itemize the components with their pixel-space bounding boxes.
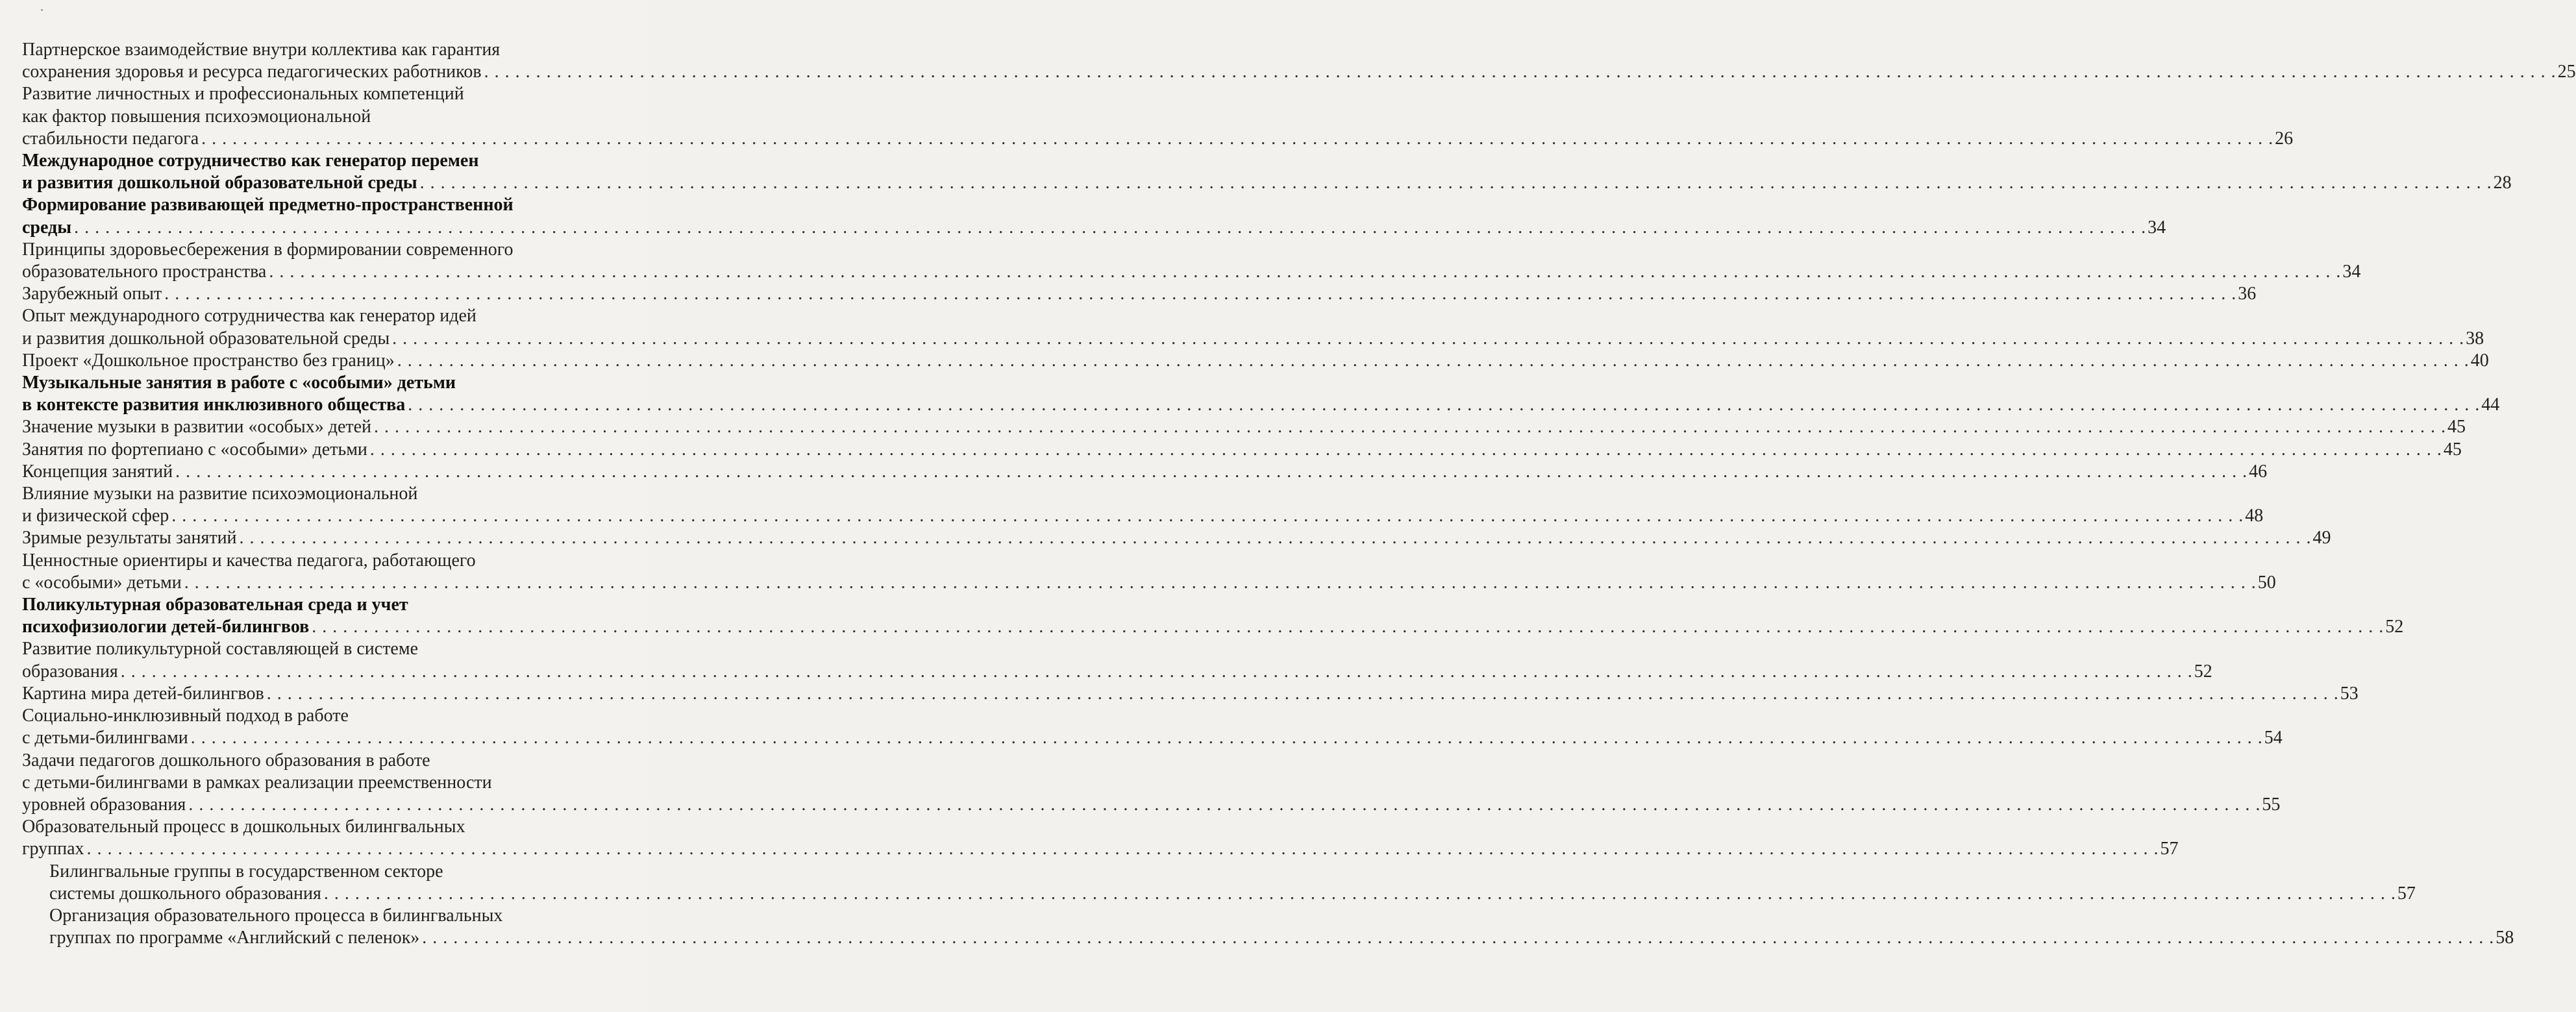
page-number: 50 <box>2257 572 2276 593</box>
toc-entry <box>22 39 2576 83</box>
toc-entry-line: Занятия по фортепиано с «особыми» детьми <box>22 439 367 460</box>
toc-entry <box>22 638 2212 682</box>
toc-entry <box>22 372 2500 416</box>
dot-leader: . . . . . . . . . . . . . . . . . . . . . . . . . . . . . . . . . . . . . . . . . . . . . . . . . . . . . . . . . . . . . . . . . . . . . . . . . . . . . . . . . . . . . . . . . . . . . . . . . . . . . . . . . . . . . . . . . . . . . . . . . . . . . . . . . . . . . . . . . . . . . . . . . . . . . . . . . . . . . . . . . . . . . . . . . . . . . . . . . . . . . . . . . . . . . . . . . . . . . . . . <box>312 617 2384 637</box>
toc-entry-line: образовательного пространства <box>22 262 267 282</box>
toc-entry-line: Зарубежный опыт <box>22 284 162 304</box>
toc-entry-line: системы дошкольного образования <box>49 883 321 904</box>
toc-entry-last-line <box>22 683 2359 705</box>
toc-entry-line: и развития дошкольной образовательной среды <box>22 328 390 349</box>
toc-entry-last-line <box>22 261 2361 283</box>
toc-entry-line: Принципы здоровьесбережения в формировании современного <box>22 239 514 260</box>
toc-entry-line: с «особыми» детьми <box>22 572 182 593</box>
dot-leader: . . . . . . . . . . . . . . . . . . . . . . . . . . . . . . . . . . . . . . . . . . . . . . . . . . . . . . . . . . . . . . . . . . . . . . . . . . . . . . . . . . . . . . . . . . . . . . . . . . . . . . . . . . . . . . . . . . . . . . . . . . . . . . . . . . . . . . . . . . . . . . . . . . . . . . . . . . . . . . . . . . . . . . . . . . . . . . . . . . . . . . . . . . . . . . . . . . . . . . . . <box>190 728 2263 748</box>
toc-entry <box>22 439 2462 461</box>
toc-entry <box>22 194 2166 238</box>
toc-entry-last-line <box>22 217 2166 239</box>
toc-entry-line: Развитие личностных и профессиональных компетенций <box>22 84 464 105</box>
dot-leader: . . . . . . . . . . . . . . . . . . . . . . . . . . . . . . . . . . . . . . . . . . . . . . . . . . . . . . . . . . . . . . . . . . . . . . . . . . . . . . . . . . . . . . . . . . . . . . . . . . . . . . . . . . . . . . . . . . . . . . . . . . . . . . . . . . . . . . . . . . . . . . . . . . . . . . . . . . . . . . . . . . . . . . . . . . . . . . . . . . . . . . . . . . . . . . . . . . . . . . . . <box>175 461 2248 482</box>
dot-leader: . . . . . . . . . . . . . . . . . . . . . . . . . . . . . . . . . . . . . . . . . . . . . . . . . . . . . . . . . . . . . . . . . . . . . . . . . . . . . . . . . . . . . . . . . . . . . . . . . . . . . . . . . . . . . . . . . . . . . . . . . . . . . . . . . . . . . . . . . . . . . . . . . . . . . . . . . . . . . . . . . . . . . . . . . . . . . . . . . . . . . . . . . . . . . . . . . . . . . . . . <box>201 128 2274 149</box>
toc-entry-line: как фактор повышения психоэмоциональной <box>22 106 371 127</box>
page-number: 52 <box>2194 661 2212 682</box>
toc-entry <box>22 150 2512 194</box>
toc-entry-line: Задачи педагогов дошкольного образования в работе <box>22 750 430 771</box>
toc-entry <box>22 416 2466 438</box>
page-number: 45 <box>2443 439 2462 460</box>
dot-leader: . . . . . . . . . . . . . . . . . . . . . . . . . . . . . . . . . . . . . . . . . . . . . . . . . . . . . . . . . . . . . . . . . . . . . . . . . . . . . . . . . . . . . . . . . . . . . . . . . . . . . . . . . . . . . . . . . . . . . . . . . . . . . . . . . . . . . . . . . . . . . . . . . . . . . . . . . . . . . . . . . . . . . . . . . . . . . . . . . . . . . . . . . . . . . . . . . . . . . . . . <box>374 417 2447 438</box>
toc-entry-last-line <box>22 439 2462 461</box>
toc-entry-line: с детьми-билингвами <box>22 728 188 748</box>
toc-entry-last-line <box>22 328 2484 350</box>
page-number: 57 <box>2397 883 2416 904</box>
toc-entry <box>22 550 2276 594</box>
toc-entry-line: Социально-инклюзивный подход в работе <box>22 706 349 726</box>
toc-entry-last-line <box>22 61 2576 83</box>
dot-leader: . . . . . . . . . . . . . . . . . . . . . . . . . . . . . . . . . . . . . . . . . . . . . . . . . . . . . . . . . . . . . . . . . . . . . . . . . . . . . . . . . . . . . . . . . . . . . . . . . . . . . . . . . . . . . . . . . . . . . . . . . . . . . . . . . . . . . . . . . . . . . . . . . . . . . . . . . . . . . . . . . . . . . . . . . . . . . . . . . . . . . . . . . . . . . . . . . . . . . . . . <box>120 661 2193 682</box>
dot-leader: . . . . . . . . . . . . . . . . . . . . . . . . . . . . . . . . . . . . . . . . . . . . . . . . . . . . . . . . . . . . . . . . . . . . . . . . . . . . . . . . . . . . . . . . . . . . . . . . . . . . . . . . . . . . . . . . . . . . . . . . . . . . . . . . . . . . . . . . . . . . . . . . . . . . . . . . . . . . . . . . . . . . . . . . . . . . . . . . . . . . . . . . . . . . . . . . . . . . . . . . <box>484 62 2557 82</box>
toc-entry-line: Опыт международного сотрудничества как генератор идей <box>22 306 477 327</box>
toc-entry-line: и физической сфер <box>22 506 169 526</box>
page-number: 38 <box>2466 328 2484 349</box>
toc-entry-line: образования <box>22 661 118 682</box>
page-number: 40 <box>2470 350 2489 371</box>
page-number: 46 <box>2249 461 2268 482</box>
dot-leader: . . . . . . . . . . . . . . . . . . . . . . . . . . . . . . . . . . . . . . . . . . . . . . . . . . . . . . . . . . . . . . . . . . . . . . . . . . . . . . . . . . . . . . . . . . . . . . . . . . . . . . . . . . . . . . . . . . . . . . . . . . . . . . . . . . . . . . . . . . . . . . . . . . . . . . . . . . . . . . . . . . . . . . . . . . . . . . . . . . . . . . . . . . . . . . . . . . . . . . . . <box>171 506 2244 526</box>
toc-entry-line: Организация образовательного процесса в билингвальных <box>49 905 503 926</box>
toc-entry-line: Билингвальные группы в государственном секторе <box>49 861 443 882</box>
toc-entry <box>22 305 2484 349</box>
page-number: 49 <box>2312 528 2331 549</box>
toc-entry-last-line <box>49 927 2514 949</box>
toc-entry-line: Международное сотрудничество как генератор перемен <box>22 151 479 171</box>
page-number: 26 <box>2275 128 2294 149</box>
toc-entry-line: с детьми-билингвами в рамках реализации преемственности <box>22 772 492 793</box>
dot-leader: . . . . . . . . . . . . . . . . . . . . . . . . . . . . . . . . . . . . . . . . . . . . . . . . . . . . . . . . . . . . . . . . . . . . . . . . . . . . . . . . . . . . . . . . . . . . . . . . . . . . . . . . . . . . . . . . . . . . . . . . . . . . . . . . . . . . . . . . . . . . . . . . . . . . . . . . . . . . . . . . . . . . . . . . . . . . . . . . . . . . . . . . . . . . . . . . . . . . . . . . <box>188 794 2261 815</box>
toc-entry <box>22 239 2361 283</box>
toc-entry-line: Партнерское взаимодействие внутри коллектива как гарантия <box>22 40 501 60</box>
page-number: 45 <box>2447 417 2466 438</box>
toc-entry <box>22 683 2359 705</box>
toc-entry-last-line <box>22 572 2276 594</box>
toc-entry-line: Значение музыки в развитии «особых» детей <box>22 417 372 438</box>
dot-leader: . . . . . . . . . . . . . . . . . . . . . . . . . . . . . . . . . . . . . . . . . . . . . . . . . . . . . . . . . . . . . . . . . . . . . . . . . . . . . . . . . . . . . . . . . . . . . . . . . . . . . . . . . . . . . . . . . . . . . . . . . . . . . . . . . . . . . . . . . . . . . . . . . . . . . . . . . . . . . . . . . . . . . . . . . . . . . . . . . . . . . . . . . . . . . . . . . . . . . . . . <box>397 350 2470 371</box>
toc-entry-line: Образовательный процесс в дошкольных билингвальных <box>22 817 465 837</box>
toc-entry-line: в контексте развития инклюзивного общества <box>22 395 406 415</box>
toc-entry-line: Развитие поликультурной составляющей в системе <box>22 639 418 660</box>
toc-entry-line: Влияние музыки на развитие психоэмоциональной <box>22 484 418 504</box>
toc-entry <box>22 483 2264 527</box>
toc-entry-last-line <box>22 527 2331 549</box>
toc-entry-last-line <box>22 794 2281 816</box>
dot-leader: . . . . . . . . . . . . . . . . . . . . . . . . . . . . . . . . . . . . . . . . . . . . . . . . . . . . . . . . . . . . . . . . . . . . . . . . . . . . . . . . . . . . . . . . . . . . . . . . . . . . . . . . . . . . . . . . . . . . . . . . . . . . . . . . . . . . . . . . . . . . . . . . . . . . . . . . . . . . . . . . . . . . . . . . . . . . . . . . . . . . . . . . . . . . . . . . . . . . . . . . <box>266 683 2339 704</box>
dot-leader: . . . . . . . . . . . . . . . . . . . . . . . . . . . . . . . . . . . . . . . . . . . . . . . . . . . . . . . . . . . . . . . . . . . . . . . . . . . . . . . . . . . . . . . . . . . . . . . . . . . . . . . . . . . . . . . . . . . . . . . . . . . . . . . . . . . . . . . . . . . . . . . . . . . . . . . . . . . . . . . . . . . . . . . . . . . . . . . . . . . . . . . . . . . . . . . . . . . . . . . . <box>422 928 2495 948</box>
toc-entry <box>49 905 2514 949</box>
page-number: 28 <box>2493 173 2512 193</box>
toc-entry <box>22 350 2489 372</box>
toc-entry <box>22 750 2281 817</box>
dot-leader: . . . . . . . . . . . . . . . . . . . . . . . . . . . . . . . . . . . . . . . . . . . . . . . . . . . . . . . . . . . . . . . . . . . . . . . . . . . . . . . . . . . . . . . . . . . . . . . . . . . . . . . . . . . . . . . . . . . . . . . . . . . . . . . . . . . . . . . . . . . . . . . . . . . . . . . . . . . . . . . . . . . . . . . . . . . . . . . . . . . . . . . . . . . . . . . . . . . . . . . . <box>408 395 2481 415</box>
toc-entry-last-line <box>22 416 2466 438</box>
page-number: 55 <box>2262 794 2281 815</box>
dot-leader: . . . . . . . . . . . . . . . . . . . . . . . . . . . . . . . . . . . . . . . . . . . . . . . . . . . . . . . . . . . . . . . . . . . . . . . . . . . . . . . . . . . . . . . . . . . . . . . . . . . . . . . . . . . . . . . . . . . . . . . . . . . . . . . . . . . . . . . . . . . . . . . . . . . . . . . . . . . . . . . . . . . . . . . . . . . . . . . . . . . . . . . . . . . . . . . . . . . . . . . . <box>239 528 2312 549</box>
page-number: 48 <box>2245 506 2264 526</box>
paper-speck <box>41 9 43 11</box>
dot-leader: . . . . . . . . . . . . . . . . . . . . . . . . . . . . . . . . . . . . . . . . . . . . . . . . . . . . . . . . . . . . . . . . . . . . . . . . . . . . . . . . . . . . . . . . . . . . . . . . . . . . . . . . . . . . . . . . . . . . . . . . . . . . . . . . . . . . . . . . . . . . . . . . . . . . . . . . . . . . . . . . . . . . . . . . . . . . . . . . . . . . . . . . . . . . . . . . . . . . . . . . <box>74 217 2147 238</box>
page-number: 36 <box>2238 284 2257 304</box>
toc-entry-last-line <box>22 838 2179 860</box>
page-number: 58 <box>2496 928 2514 948</box>
toc-entry-last-line <box>22 350 2489 372</box>
dot-leader: . . . . . . . . . . . . . . . . . . . . . . . . . . . . . . . . . . . . . . . . . . . . . . . . . . . . . . . . . . . . . . . . . . . . . . . . . . . . . . . . . . . . . . . . . . . . . . . . . . . . . . . . . . . . . . . . . . . . . . . . . . . . . . . . . . . . . . . . . . . . . . . . . . . . . . . . . . . . . . . . . . . . . . . . . . . . . . . . . . . . . . . . . . . . . . . . . . . . . . . . <box>269 262 2342 282</box>
toc-entry-line: уровней образования <box>22 794 186 815</box>
toc-entry-last-line <box>22 505 2264 527</box>
toc-entry <box>22 594 2404 638</box>
toc-entry-line: Формирование развивающей предметно-пространственной <box>22 195 514 216</box>
toc-entry-last-line <box>22 727 2283 749</box>
page-number: 25 <box>2557 62 2576 82</box>
toc-entry-last-line <box>49 883 2416 905</box>
toc-entry-line: Музыкальные занятия в работе с «особыми» детьми <box>22 373 456 393</box>
toc-entry <box>22 816 2179 860</box>
dot-leader: . . . . . . . . . . . . . . . . . . . . . . . . . . . . . . . . . . . . . . . . . . . . . . . . . . . . . . . . . . . . . . . . . . . . . . . . . . . . . . . . . . . . . . . . . . . . . . . . . . . . . . . . . . . . . . . . . . . . . . . . . . . . . . . . . . . . . . . . . . . . . . . . . . . . . . . . . . . . . . . . . . . . . . . . . . . . . . . . . . . . . . . . . . . . . . . . . . . . . . . . <box>323 883 2396 904</box>
toc-entry-line: Концепция занятий <box>22 461 173 482</box>
dot-leader: . . . . . . . . . . . . . . . . . . . . . . . . . . . . . . . . . . . . . . . . . . . . . . . . . . . . . . . . . . . . . . . . . . . . . . . . . . . . . . . . . . . . . . . . . . . . . . . . . . . . . . . . . . . . . . . . . . . . . . . . . . . . . . . . . . . . . . . . . . . . . . . . . . . . . . . . . . . . . . . . . . . . . . . . . . . . . . . . . . . . . . . . . . . . . . . . . . . . . . . . <box>164 284 2237 304</box>
page-number: 54 <box>2264 728 2283 748</box>
page-number: 34 <box>2342 262 2361 282</box>
toc-entry-last-line <box>22 394 2500 416</box>
toc-entry-line: среды <box>22 217 72 238</box>
page-number: 34 <box>2148 217 2166 238</box>
toc-entry-line: сохранения здоровья и ресурса педагогических работников <box>22 62 482 82</box>
dot-leader: . . . . . . . . . . . . . . . . . . . . . . . . . . . . . . . . . . . . . . . . . . . . . . . . . . . . . . . . . . . . . . . . . . . . . . . . . . . . . . . . . . . . . . . . . . . . . . . . . . . . . . . . . . . . . . . . . . . . . . . . . . . . . . . . . . . . . . . . . . . . . . . . . . . . . . . . . . . . . . . . . . . . . . . . . . . . . . . . . . . . . . . . . . . . . . . . . . . . . . . . <box>184 572 2257 593</box>
toc-entry <box>49 861 2416 905</box>
toc-entry-last-line <box>22 616 2404 638</box>
toc-entry-line: и развития дошкольной образовательной среды <box>22 173 417 193</box>
page-number: 57 <box>2160 839 2179 859</box>
toc-entry-line: Картина мира детей-билингвов <box>22 683 264 704</box>
toc-entry-last-line <box>22 461 2268 483</box>
toc-entry-line: группах <box>22 839 84 859</box>
toc-entry-line: Ценностные ориентиры и качества педагога, работающего <box>22 550 476 571</box>
dot-leader: . . . . . . . . . . . . . . . . . . . . . . . . . . . . . . . . . . . . . . . . . . . . . . . . . . . . . . . . . . . . . . . . . . . . . . . . . . . . . . . . . . . . . . . . . . . . . . . . . . . . . . . . . . . . . . . . . . . . . . . . . . . . . . . . . . . . . . . . . . . . . . . . . . . . . . . . . . . . . . . . . . . . . . . . . . . . . . . . . . . . . . . . . . . . . . . . . . . . . . . . <box>419 173 2492 193</box>
toc-entry-line: психофизиологии детей-билингвов <box>22 617 310 637</box>
toc-entry <box>22 461 2268 483</box>
dot-leader: . . . . . . . . . . . . . . . . . . . . . . . . . . . . . . . . . . . . . . . . . . . . . . . . . . . . . . . . . . . . . . . . . . . . . . . . . . . . . . . . . . . . . . . . . . . . . . . . . . . . . . . . . . . . . . . . . . . . . . . . . . . . . . . . . . . . . . . . . . . . . . . . . . . . . . . . . . . . . . . . . . . . . . . . . . . . . . . . . . . . . . . . . . . . . . . . . . . . . . . . <box>369 439 2442 460</box>
toc-entry-line: Проект «Дошкольное пространство без границ» <box>22 350 395 371</box>
page-number: 52 <box>2385 617 2404 637</box>
toc-entry <box>22 83 2294 150</box>
dot-leader: . . . . . . . . . . . . . . . . . . . . . . . . . . . . . . . . . . . . . . . . . . . . . . . . . . . . . . . . . . . . . . . . . . . . . . . . . . . . . . . . . . . . . . . . . . . . . . . . . . . . . . . . . . . . . . . . . . . . . . . . . . . . . . . . . . . . . . . . . . . . . . . . . . . . . . . . . . . . . . . . . . . . . . . . . . . . . . . . . . . . . . . . . . . . . . . . . . . . . . . . <box>86 839 2159 859</box>
toc-entry <box>22 705 2283 749</box>
toc-entry-last-line <box>22 661 2212 683</box>
page-number: 53 <box>2340 683 2359 704</box>
toc-entry-line: стабильности педагога <box>22 128 199 149</box>
toc-entry-last-line <box>22 283 2257 305</box>
page-number: 44 <box>2481 395 2500 415</box>
toc-entry <box>22 527 2331 549</box>
toc-entry-line: Поликультурная образовательная среда и учет <box>22 595 408 615</box>
table-of-contents <box>22 39 2576 949</box>
toc-entry-line: группах по программе «Английский с пеленок» <box>49 928 420 948</box>
toc-entry-last-line <box>22 172 2512 194</box>
toc-entry-line: Зримые результаты занятий <box>22 528 237 549</box>
toc-entry-last-line <box>22 128 2294 150</box>
toc-entry <box>22 283 2257 305</box>
dot-leader: . . . . . . . . . . . . . . . . . . . . . . . . . . . . . . . . . . . . . . . . . . . . . . . . . . . . . . . . . . . . . . . . . . . . . . . . . . . . . . . . . . . . . . . . . . . . . . . . . . . . . . . . . . . . . . . . . . . . . . . . . . . . . . . . . . . . . . . . . . . . . . . . . . . . . . . . . . . . . . . . . . . . . . . . . . . . . . . . . . . . . . . . . . . . . . . . . . . . . . . . <box>392 328 2465 349</box>
